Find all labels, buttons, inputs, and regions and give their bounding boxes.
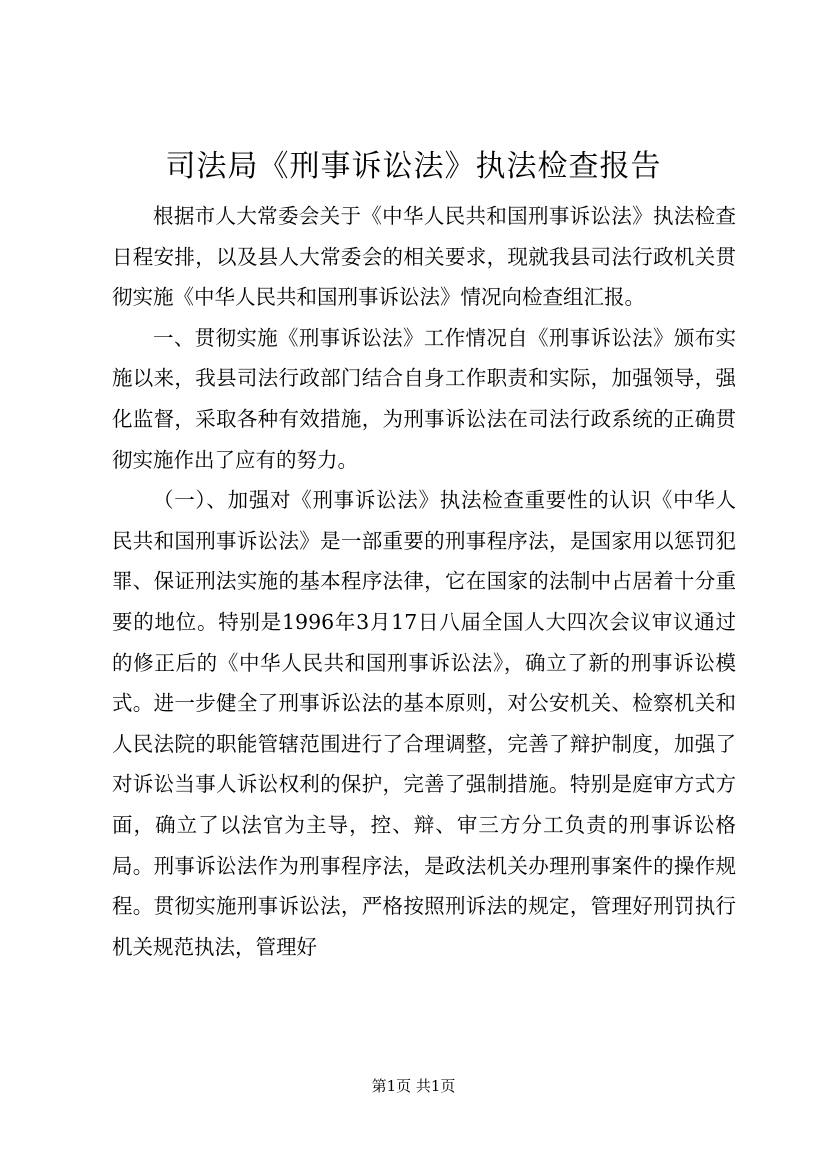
document-body <box>112 196 736 967</box>
paragraph-subsection-1: （一）、加强对《刑事诉讼法》执法检查重要性的认识《中华人民共和国刑事诉讼法》是一部重要的刑事程序法，是国家用以惩罚犯罪、保证刑法实施的基本程序法律，它在国家的法制中占居着十分重要的地位。特别是1996年3月17日八届全国人大四次会议审议通过的修正后的《中华人民共和国刑事诉讼法》，确立了新的刑事诉讼模式。进一步健全了刑事诉讼法的基本原则，对公安机关、检察机关和人民法院的职能管辖范围进行了合理调整，完善了辩护制度，加强了对诉讼当事人诉讼权利的保护，完善了强制措施。特别是庭审方式方面，确立了以法官为主导，控、辩、审三方分工负责的刑事诉讼格局。刑事诉讼法作为刑事程序法，是政法机关办理刑事案件的操作规程。贯彻实施刑事诉讼法，严格按照刑诉法的规定，管理好刑罚执行机关规范执法，管理好 <box>112 488 736 959</box>
paragraph-intro: 根据市人大常委会关于《中华人民共和国刑事诉讼法》执法检查日程安排，以及县人大常委会的相关要求，现就我县司法行政机关贯彻实施《中华人民共和国刑事诉讼法》情况向检查组汇报。 <box>112 204 736 310</box>
paragraph-section-1: 一、贯彻实施《刑事诉讼法》工作情况自《刑事诉讼法》颁布实施以来，我县司法行政部门结合自身工作职责和实际，加强领导，强化监督，采取各种有效措施，为刑事诉讼法在司法行政系统的正确贯彻实施作出了应有的努力。 <box>112 325 736 472</box>
document-title: 司法局《刑事诉讼法》执法检查报告 <box>165 149 662 184</box>
page-footer: 第1页 共1页 <box>371 1077 456 1095</box>
